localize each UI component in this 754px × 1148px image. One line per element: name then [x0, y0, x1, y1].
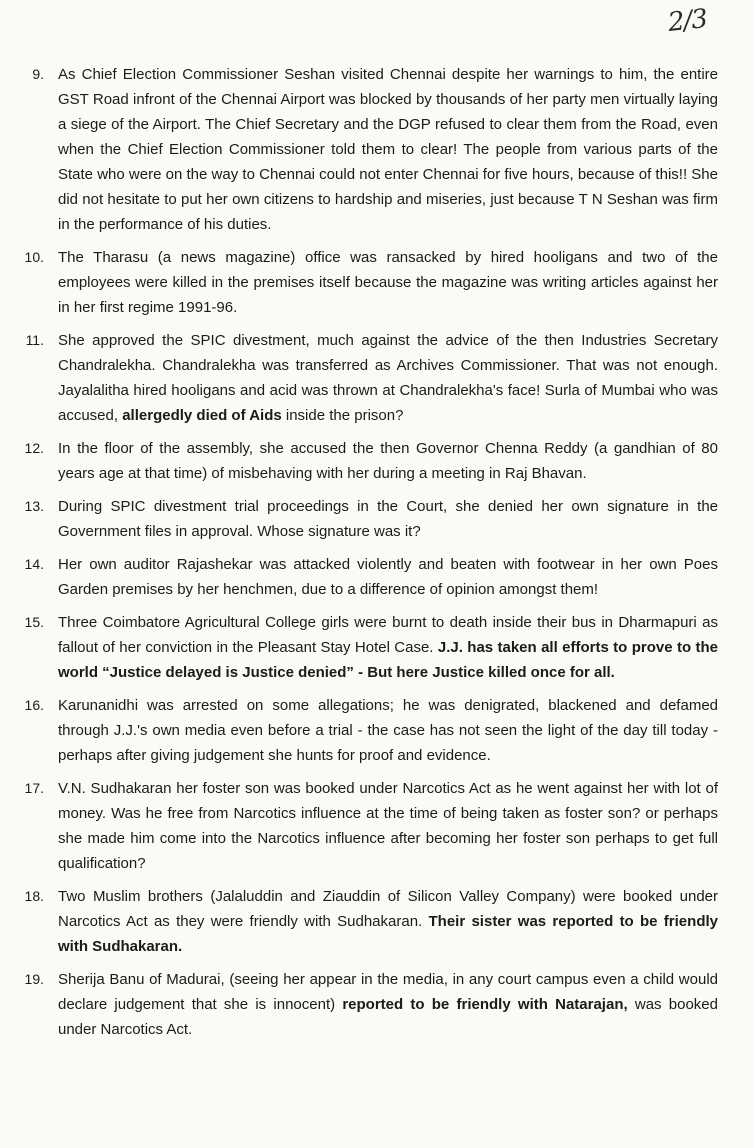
list-item	[0, 328, 754, 428]
text-segment: In the floor of the assembly, she accused the then Governor Chenna Reddy (a gandhian of 80 years age at that time) of misbehaving with her during a meeting in Raj Bhavan.	[58, 440, 718, 482]
list-item	[0, 245, 754, 320]
text-segment: Karunanidhi was arrested on some allegations; he was denigrated, blackened and defamed through J.J.'s own media even before a trial - the case has not seen the light of the day till today - perhaps after giving judgement she hunts for proof and evidence.	[58, 697, 718, 764]
item-text	[58, 967, 718, 1042]
item-text	[58, 693, 718, 768]
text-segment: During SPIC divestment trial proceedings in the Court, she denied her own signature in the Government files in approval. Whose signature was it?	[58, 498, 718, 540]
list-item	[0, 776, 754, 876]
page-number: 2/3	[666, 4, 709, 38]
text-segment: Two Muslim brothers (Jalaluddin and Ziauddin of Silicon Valley Company) were booked under Narcotics Act as they were friendly with Sudhakaran.	[58, 888, 718, 930]
item-number: 10.	[24, 249, 44, 265]
list-item	[0, 693, 754, 768]
list-item	[0, 494, 754, 544]
item-text	[58, 62, 718, 237]
item-text	[58, 436, 718, 486]
item-number: 13.	[24, 498, 44, 514]
list-item	[0, 552, 754, 602]
item-text	[58, 245, 718, 320]
text-segment: Sherija Banu of Madurai, (seeing her appear in the media, in any court campus even a child would declare judgement that she is innocent)	[58, 971, 718, 1013]
list-item	[0, 884, 754, 959]
item-text	[58, 494, 718, 544]
item-number: 9.	[32, 66, 44, 82]
text-segment: V.N. Sudhakaran her foster son was booked under Narcotics Act as he went against her with lot of money. Was he free from Narcotics influence at the time of being taken as foster son? or perhaps she made him come into the Narcotics influence after becoming her foster son perhaps to get full qualification?	[58, 780, 718, 872]
item-text	[58, 884, 718, 959]
text-segment: Her own auditor Rajashekar was attacked violently and beaten with footwear in her own Poes Garden premises by her henchmen, due to a difference of opinion amongst them!	[58, 556, 718, 598]
bold-text-segment: reported to be friendly with Natarajan,	[342, 996, 628, 1013]
bold-text-segment: J.J. has taken all efforts to prove to the world “Justice delayed is Justice denied” - But here Justice killed once for all.	[58, 639, 718, 681]
item-text	[58, 610, 718, 685]
bold-text-segment: allergedly died of Aids	[122, 407, 282, 424]
text-segment: As Chief Election Commissioner Seshan visited Chennai despite her warnings to him, the entire GST Road infront of the Chennai Airport was blocked by thousands of her party men virtually laying a siege of the Airport. The Chief Secretary and the DGP refused to clear them from the Road, even when the Chief Election Commissioner told them to clear! The people from various parts of the State who were on the way to Chennai could not enter Chennai for five hours, because of this!! She did not hesitate to put her own citizens to hardship and miseries, just because T N Seshan was firm in the performance of his duties.	[58, 66, 718, 233]
list-item	[0, 967, 754, 1042]
text-segment: The Tharasu (a news magazine) office was ransacked by hired hooligans and two of the employees were killed in the premises itself because the magazine was writing articles against her in her first regime 1991-96.	[58, 249, 718, 316]
item-number: 19.	[24, 971, 44, 987]
item-text	[58, 328, 718, 428]
item-number: 12.	[24, 440, 44, 456]
item-number: 11.	[25, 332, 44, 348]
item-number: 17.	[24, 780, 44, 796]
text-segment: She approved the SPIC divestment, much against the advice of the then Industries Secretary Chandralekha. Chandralekha was transferred as Archives Commissioner. That was not enough. Jayalalitha hired hooligans and acid was thrown at Chandralekha's face! Surla of Mumbai who was accused,	[58, 332, 718, 424]
list-item	[0, 62, 754, 237]
item-text	[58, 552, 718, 602]
list-item	[0, 610, 754, 685]
text-segment: Three Coimbatore Agricultural College girls were burnt to death inside their bus in Dharmapuri as fallout of her conviction in the Pleasant Stay Hotel Case.	[58, 614, 718, 656]
item-number: 16.	[24, 697, 44, 713]
list-item	[0, 436, 754, 486]
text-segment: was booked under Narcotics Act.	[58, 996, 718, 1038]
item-number: 14.	[24, 556, 44, 572]
item-number: 18.	[24, 888, 44, 904]
text-segment: inside the prison?	[281, 407, 404, 424]
numbered-list	[0, 62, 754, 1050]
item-text	[58, 776, 718, 876]
bold-text-segment: Their sister was reported to be friendly with Sudhakaran.	[58, 913, 718, 955]
item-number: 15.	[24, 614, 44, 630]
